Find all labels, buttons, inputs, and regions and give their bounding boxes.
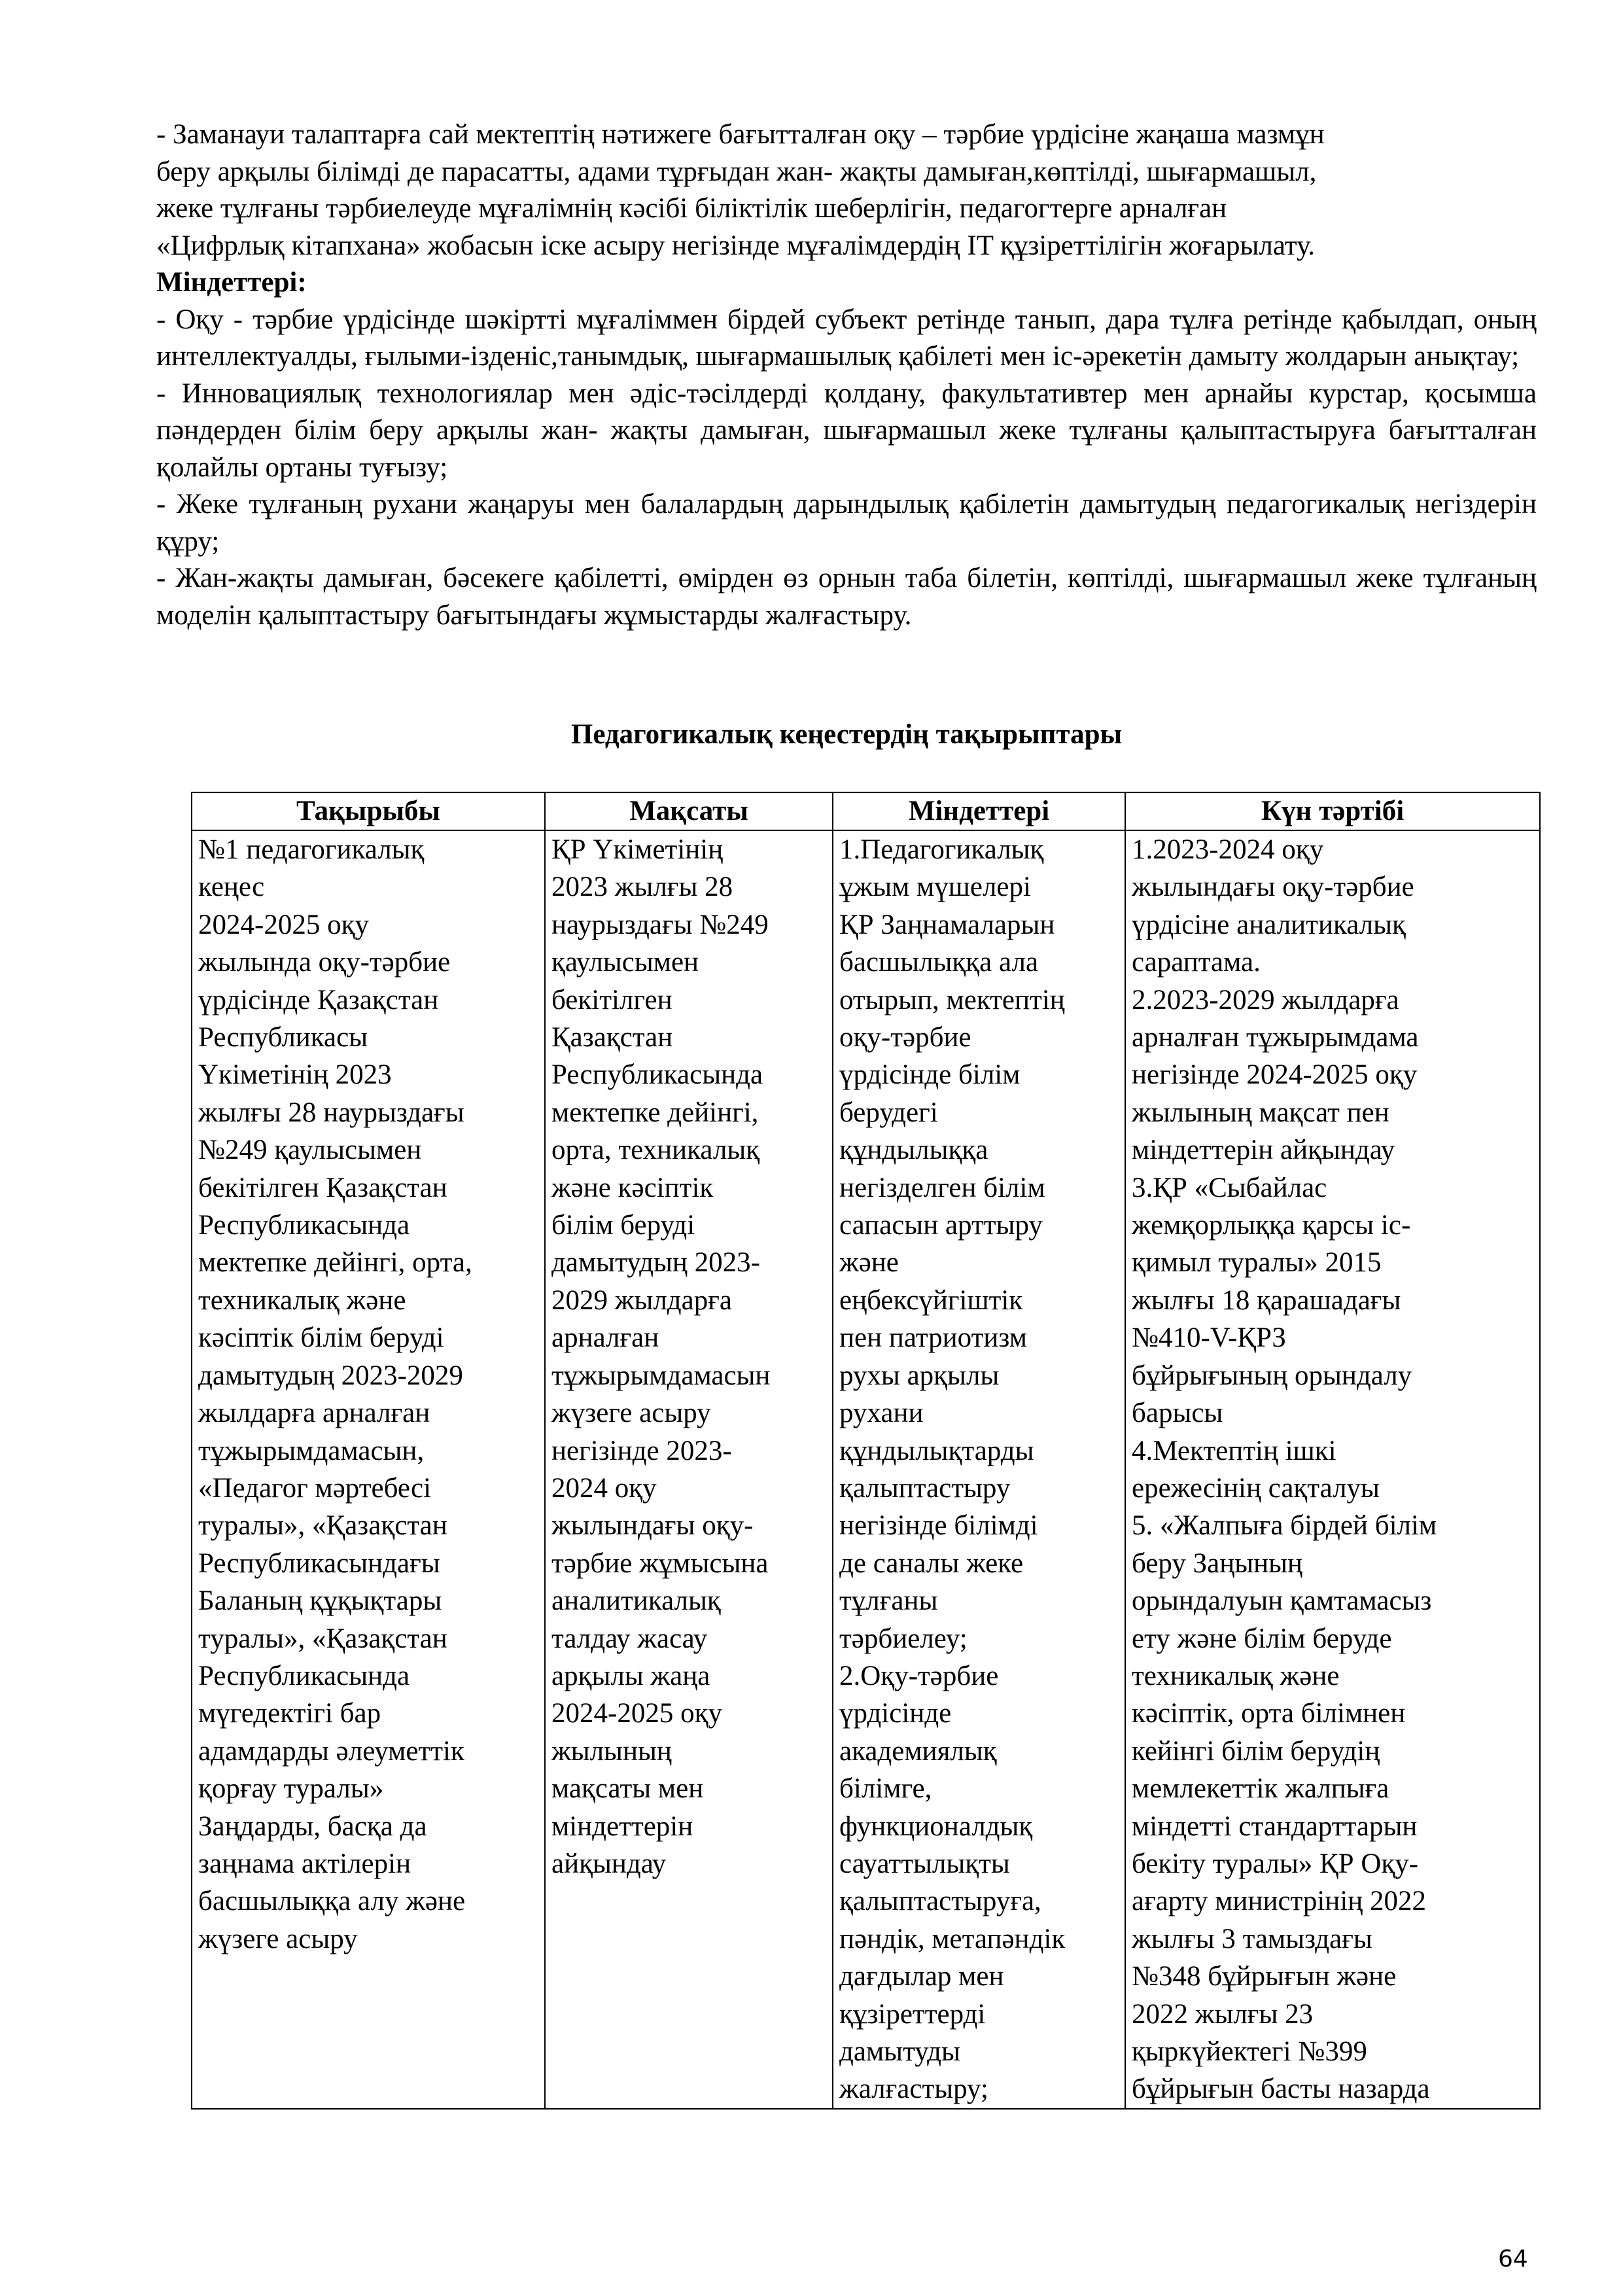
cell-line: орындалуын қамтамасыз xyxy=(1132,1585,1432,1617)
cell-line: барысы xyxy=(1132,1398,1223,1429)
cell-line: туралы», «Қазақстан xyxy=(198,1623,447,1654)
header-purpose: Мақсаты xyxy=(545,792,833,830)
cell-line: құндылықтарды xyxy=(839,1435,1034,1466)
cell-line: отырып, мектептің xyxy=(839,984,1065,1016)
header-tasks: Міндеттері xyxy=(833,792,1125,830)
cell-line: бекітілген Қазақстан xyxy=(198,1172,447,1203)
cell-line: Республикасы xyxy=(198,1022,368,1053)
aim-paragraph xyxy=(156,116,1537,264)
cell-line: қимыл туралы» 2015 xyxy=(1132,1247,1382,1279)
cell-line: техникалық және xyxy=(1132,1660,1340,1691)
cell-line: туралы», «Қазақстан xyxy=(198,1510,447,1542)
cell-line: жалғастыру; xyxy=(839,2074,988,2105)
cell-line: 1.2023-2024 оқу xyxy=(1132,834,1324,865)
cell-line: кәсіптік, орта білімнен xyxy=(1132,1698,1406,1729)
cell-line: рухани xyxy=(839,1398,924,1429)
cell-line: Үкіметінің 2023 xyxy=(198,1059,392,1091)
cell-line: рухы арқылы xyxy=(839,1360,1000,1391)
cell-line: бұйрығын басты назарда xyxy=(1132,2074,1430,2105)
cell-line: 2022 жылғы 23 xyxy=(1132,1998,1314,2030)
cell-line: Заңдарды, басқа да xyxy=(198,1810,427,1842)
cell-line: пен патриотизм xyxy=(839,1322,1027,1354)
cell-line: үрдісіне аналитикалық xyxy=(1132,909,1406,940)
cell-line: сараптама. xyxy=(1132,947,1261,978)
cell-line: қыркүйектегі №399 xyxy=(1132,2036,1367,2067)
cell-line: жүзеге асыру xyxy=(551,1398,711,1429)
task-item: - Инновациялық технологиялар мен әдіс-тәсілдерді қолдану, факультативтер мен арнайы курстар, қосымша пәндерден білім беру арқылы жан- жақты дамыған, шығармашыл жеке тұлғаны қалыптастыруға бағытталған қолайлы ортаны туғызу; xyxy=(156,378,1537,483)
cell-line: берудегі xyxy=(839,1097,938,1128)
cell-line: үрдісінде xyxy=(839,1698,952,1729)
cell-line: 2.2023-2029 жылдарға xyxy=(1132,984,1399,1016)
councils-table xyxy=(191,792,1541,2110)
page-number: 64 xyxy=(1498,2246,1528,2272)
cell-line: пәндік, метапәндік xyxy=(839,1923,1066,1954)
cell-line: тәрбиелеу; xyxy=(839,1623,968,1654)
cell-tasks xyxy=(833,830,1125,2109)
cell-line: дамытудың 2023- xyxy=(551,1247,760,1279)
cell-line: арналған xyxy=(551,1322,659,1354)
cell-line: жылғы 3 тамыздағы xyxy=(1132,1923,1372,1954)
cell-line: 3.ҚР «Сыбайлас xyxy=(1132,1172,1327,1203)
cell-line: Республикасында xyxy=(198,1660,410,1691)
cell-line: Баланың құқықтары xyxy=(198,1585,442,1617)
cell-line: білімге, xyxy=(839,1773,932,1805)
cell-line: жылының мақсат пен xyxy=(1132,1097,1389,1128)
cell-line: жылғы 28 наурыздағы xyxy=(198,1097,464,1128)
cell-line: мүгедектігі бар xyxy=(198,1698,381,1729)
cell-line: Қазақстан xyxy=(551,1022,673,1053)
cell-line: тәрбие жұмысына xyxy=(551,1547,769,1579)
cell-line: арналған тұжырымдама xyxy=(1132,1022,1419,1053)
cell-line: құзіреттерді xyxy=(839,1998,986,2030)
cell-line: ағарту министрінің 2022 xyxy=(1132,1886,1427,1917)
cell-line: сауаттылықты xyxy=(839,1848,1010,1879)
cell-line: 2024-2025 оқу xyxy=(551,1698,722,1729)
cell-line: негізінде 2024-2025 оқу xyxy=(1132,1059,1418,1091)
cell-line: 5. «Жалпыға бірдей білім xyxy=(1132,1510,1437,1542)
cell-line: Республикасында xyxy=(198,1210,410,1241)
header-agenda: Күн тәртібі xyxy=(1125,792,1540,830)
cell-line: кәсіптік білім беруді xyxy=(198,1322,444,1354)
cell-line: жылындағы оқу-тәрбие xyxy=(1132,872,1414,903)
cell-line: бекітілген xyxy=(551,984,672,1016)
aim-line: беру арқылы білімді де парасатты, адами тұрғыдан жан- жақты дамыған,көптілді, шығармашыл, xyxy=(156,156,1317,187)
cell-line: №1 педагогикалық xyxy=(198,834,425,865)
cell-line: негізінде білімді xyxy=(839,1510,1038,1542)
cell-line: міндетті стандарттарын xyxy=(1132,1810,1418,1842)
cell-line: адамдарды әлеуметтік xyxy=(198,1735,464,1767)
cell-line: талдау жасау xyxy=(551,1623,708,1654)
cell-line: айқындау xyxy=(551,1848,667,1879)
cell-line: басшылыққа ала xyxy=(839,947,1039,978)
cell-line: мақсаты мен xyxy=(551,1773,704,1805)
cell-line: арқылы жаңа xyxy=(551,1660,710,1691)
cell-line: 2023 жылғы 28 xyxy=(551,872,733,903)
cell-line: жылында оқу-тәрбие xyxy=(198,947,451,978)
cell-line: 1.Педагогикалық xyxy=(839,834,1044,865)
cell-line: негізінде 2023- xyxy=(551,1435,732,1466)
cell-purpose xyxy=(545,830,833,2109)
cell-line: заңнама актілерін xyxy=(198,1848,411,1879)
cell-line: академиялық xyxy=(839,1735,997,1767)
cell-line: дағдылар мен xyxy=(839,1961,1004,1992)
cell-line: қалыптастыру xyxy=(839,1472,1011,1504)
cell-line: 2.Оқу-тәрбие xyxy=(839,1660,999,1691)
cell-line: ҚР Үкіметінің xyxy=(551,834,724,865)
cell-line: жылғы 18 қарашадағы xyxy=(1132,1284,1401,1316)
cell-line: ұжым мүшелері xyxy=(839,872,1031,903)
cell-line: №249 қаулысымен xyxy=(198,1135,422,1166)
cell-line: №410-V-ҚРЗ xyxy=(1132,1322,1286,1354)
cell-line: бұйрығының орындалу xyxy=(1132,1360,1412,1391)
cell-line: бекіту туралы» ҚР Оқу- xyxy=(1132,1848,1419,1879)
cell-line: дамытуды xyxy=(839,2036,960,2067)
cell-line: функционалдық xyxy=(839,1810,1033,1842)
cell-topic xyxy=(192,830,545,2109)
cell-line: басшылыққа алу және xyxy=(198,1886,466,1917)
cell-line: мектепке дейінгі, орта, xyxy=(198,1247,472,1279)
cell-line: тұжырымдамасын, xyxy=(198,1435,425,1466)
cell-line: мектепке дейінгі, xyxy=(551,1097,759,1128)
cell-line: кеңес xyxy=(198,872,265,903)
cell-line: Республикасындағы xyxy=(198,1547,440,1579)
cell-line: мемлекеттік жалпыға xyxy=(1132,1773,1389,1805)
cell-line: жылындағы оқу- xyxy=(551,1510,754,1542)
task-item: - Оқу - тәрбие үрдісінде шәкіртті мұғаліммен бірдей субъект ретінде танып, дара тұлға ретінде қабылдап, оның интеллектуалды, ғылыми-ізденіс,танымдық, шығармашылық қабілеті мен іс-әрекетін дамыту жолдарын анықтау; xyxy=(156,304,1537,372)
cell-line: Республикасында xyxy=(551,1059,763,1091)
cell-line: 2024 оқу xyxy=(551,1472,657,1504)
table-row xyxy=(192,830,1540,2109)
cell-line: сапасын арттыру xyxy=(839,1210,1043,1241)
task-item: - Жеке тұлғаның рухани жаңаруы мен балалардың дарындылық қабілетін дамытудың педагогикалық негіздерін құру; xyxy=(156,489,1537,557)
cell-line: қалыптастыруға, xyxy=(839,1886,1041,1917)
cell-line: үрдісінде Қазақстан xyxy=(198,984,439,1016)
cell-line: №348 бұйрығын және xyxy=(1132,1961,1397,1992)
header-topic: Тақырыбы xyxy=(192,792,545,830)
cell-line: тұлғаны xyxy=(839,1585,938,1617)
cell-line: негізделген білім xyxy=(839,1172,1045,1203)
cell-line: де саналы жеке xyxy=(839,1547,1024,1579)
table-title: Педагогикалық кеңестердің тақырыптары xyxy=(570,719,1123,750)
cell-line: 4.Мектептің ішкі xyxy=(1132,1435,1336,1466)
cell-line: ҚР Заңнамаларын xyxy=(839,909,1055,940)
cell-line: қаулысымен xyxy=(551,947,699,978)
cell-line: 2024-2025 оқу xyxy=(198,909,369,940)
cell-line: ету және білім беруде xyxy=(1132,1623,1392,1654)
intro-section xyxy=(156,116,1537,634)
cell-line: орта, техникалық xyxy=(551,1135,760,1166)
cell-line: тұжырымдамасын xyxy=(551,1360,771,1391)
cell-line: ережесінің сақталуы xyxy=(1132,1472,1380,1504)
cell-line: міндеттерін айқындау xyxy=(1132,1135,1395,1166)
cell-line: дамытудың 2023-2029 xyxy=(198,1360,463,1391)
task-item: - Жан-жақты дамыған, бәсекеге қабілетті, өмірден өз орнын таба білетін, көптілді, шығармашыл жеке тұлғаның моделін қалыптастыру бағытындағы жұмыстарды жалғастыру. xyxy=(156,563,1537,631)
cell-line: 2029 жылдарға xyxy=(551,1284,732,1316)
aim-line: жеке тұлғаны тәрбиелеуде мұғалімнің кәсібі біліктілік шеберлігін, педагогтерге арналған xyxy=(156,193,1227,224)
cell-line: аналитикалық xyxy=(551,1585,721,1617)
aim-line: «Цифрлық кітапхана» жобасын іске асыру негізінде мұғалімдердің IT құзіреттілігін жоғарылату. xyxy=(156,230,1316,261)
cell-line: және xyxy=(839,1247,899,1279)
cell-line: наурыздағы №249 xyxy=(551,909,769,940)
cell-line: және кәсіптік xyxy=(551,1172,714,1203)
cell-line: білім беруді xyxy=(551,1210,695,1241)
cell-line: жылының xyxy=(551,1735,672,1767)
cell-line: «Педагог мәртебесі xyxy=(198,1472,432,1504)
table-header-row xyxy=(192,792,1540,830)
cell-line: үрдісінде білім xyxy=(839,1059,1021,1091)
cell-line: қорғау туралы» xyxy=(198,1773,384,1805)
cell-line: кейінгі білім берудің xyxy=(1132,1735,1380,1767)
cell-line: құндылыққа xyxy=(839,1135,988,1166)
cell-line: техникалық және xyxy=(198,1284,406,1316)
cell-line: жемқорлыққа қарсы іс- xyxy=(1132,1210,1411,1241)
cell-line: еңбексүйгіштік xyxy=(839,1284,1023,1316)
cell-line: міндеттерін xyxy=(551,1810,693,1842)
cell-line: беру Заңының xyxy=(1132,1547,1303,1579)
cell-agenda xyxy=(1125,830,1540,2109)
aim-line: - Заманауи талаптарға сай мектептің нәтижеге бағытталған оқу – тәрбие үрдісіне жаңаша мазмұн xyxy=(156,119,1325,150)
cell-line: оқу-тәрбие xyxy=(839,1022,971,1053)
cell-line: жылдарға арналған xyxy=(198,1398,430,1429)
cell-line: жүзеге асыру xyxy=(198,1923,358,1954)
tasks-heading: Міндеттері: xyxy=(156,267,307,298)
